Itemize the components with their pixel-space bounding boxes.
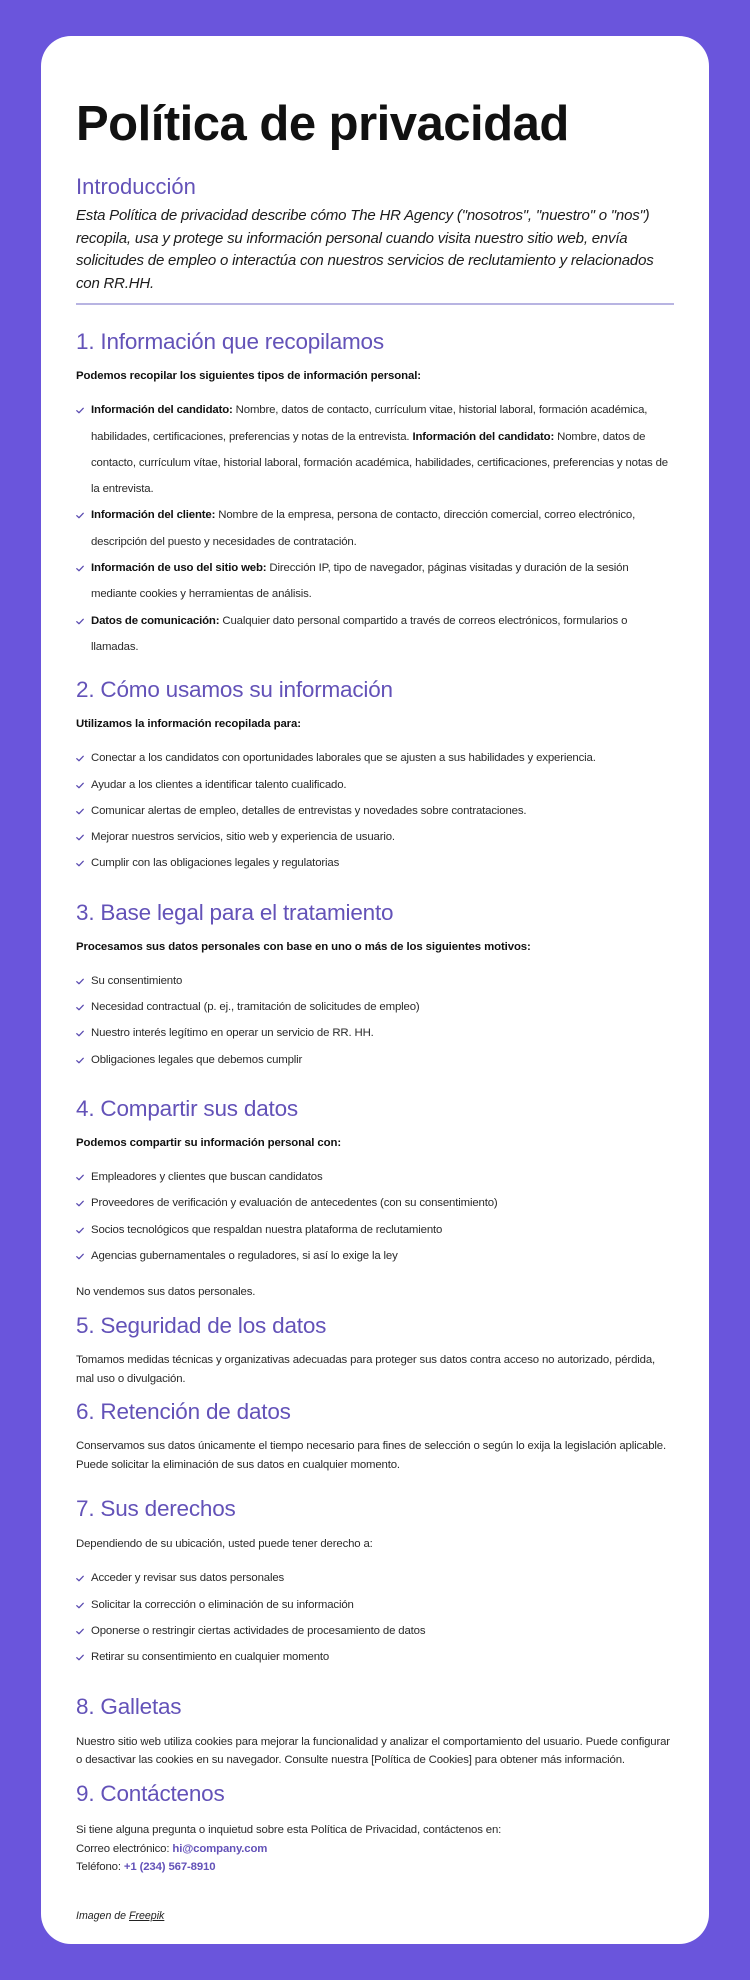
info-list [76,397,674,660]
section-heading: 4. Compartir sus datos [76,1095,298,1121]
item-text: Socios tecnológicos que respaldan nuestra plataforma de reclutamiento [91,1223,443,1236]
item-text: Su consentimiento [91,974,183,987]
list-item [76,1020,674,1046]
image-credit [76,1910,674,1922]
sharing-note: No vendemos sus datos personales. [76,1286,256,1299]
check-icon [76,1200,84,1207]
freepik-link[interactable]: Freepik [129,1910,165,1923]
section-text: Nuestro sitio web utiliza cookies para mejorar la funcionalidad y analizar el comportamiento del usuario. Puede configurar o desactivar las cookies en su navegador. Consulte nuestra [Política de Cookies] para obtener más información. [76,1735,670,1767]
section-text: Tomamos medidas técnicas y organizativas adecuadas para proteger sus datos contra acceso no autorizado, pérdida, mal uso o divulgación. [76,1353,656,1385]
check-icon [76,1174,84,1181]
list-item [76,745,674,771]
section-contact [76,1780,674,1877]
section-lead: Utilizamos la información recopilada para: [76,718,301,731]
page-title: Política de privacidad [76,97,569,151]
contact-intro: Si tiene alguna pregunta o inquietud sobre esta Política de Privacidad, contáctenos en: [76,1823,502,1836]
item-text: Cualquier dato personal compartido a través de correos electrónicos, formularios o llamadas. [91,614,628,653]
item-text: Acceder y revisar sus datos personales [91,1572,285,1585]
item-text: Agencias gubernamentales o reguladores, si así lo exige la ley [91,1249,398,1262]
item-text: Nombre, datos de contacto, currículum vítae, historial laboral, formación académica, habilidades, certificaciones, preferencias y notas de la entrevista. [91,430,668,496]
list-item [76,555,674,608]
policy-card [41,36,709,1944]
sharing-list [76,1164,674,1269]
section-security [76,1312,674,1388]
contact-email-line [76,1840,674,1859]
use-list [76,745,674,876]
check-icon [76,1004,84,1011]
divider [76,303,674,305]
list-item [76,608,674,661]
phone-link[interactable]: +1 (234) 567-8910 [123,1861,216,1874]
item-text: Retirar su consentimiento en cualquier momento [91,1651,330,1664]
section-lead: Procesamos sus datos personales con base en uno o más de los siguientes motivos: [76,940,531,953]
list-item [76,968,674,994]
item-text: Cumplir con las obligaciones legales y regulatorias [91,857,340,870]
list-item [76,824,674,850]
legal-list [76,968,674,1073]
item-text: Proveedores de verificación y evaluación de antecedentes (con su consentimiento) [91,1197,498,1210]
list-item [76,1565,674,1591]
email-label: Correo electrónico: [76,1842,173,1855]
item-text: Necesidad contractual (p. ej., tramitación de solicitudes de empleo) [91,1001,420,1014]
item-text: Nombre, datos de contacto, currículum vitae, historial laboral, formación académica, habilidades, certificaciones, preferencias y notas de la entrevista. [91,404,648,443]
item-text: Ayudar a los clientes a identificar talento cualificado. [91,778,347,791]
section-heading: 6. Retención de datos [76,1399,291,1425]
list-item [76,1243,674,1269]
item-text: Dirección IP, tipo de navegador, páginas visitadas y duración de la sesión mediante cookies y herramientas de análisis. [91,562,629,601]
list-item [76,1047,674,1073]
section-retention [76,1398,674,1474]
list-item [76,1217,674,1243]
list-item [76,994,674,1020]
check-icon [76,1227,84,1234]
section-heading: 5. Seguridad de los datos [76,1312,327,1338]
section-rights [76,1495,674,1671]
item-text: Obligaciones legales que debemos cumplir [91,1053,303,1066]
item-text: Nombre de la empresa, persona de contacto, dirección comercial, correo electrónico, descripción del puesto y necesidades de contratación. [91,509,636,548]
credit-prefix: Imagen de [76,1910,130,1923]
section-text: Conservamos sus datos únicamente el tiempo necesario para fines de selección o según lo exija la legislación aplicable. Puede solicitar la eliminación de sus datos en cualquier momento. [76,1440,666,1471]
section-how-we-use [76,676,674,876]
list-item [76,1644,674,1670]
list-item [76,1592,674,1618]
section-sharing [76,1095,674,1302]
list-item [76,502,674,555]
intro-text: Esta Política de privacidad describe cómo The HR Agency ("nosotros", "nuestro" o "nos") recopila, usa y protege su información personal cuando visita nuestro sitio web, envía solicitudes de empleo o interactúa con nuestros servicios de reclutamiento y relacionados con RR.HH. [76,207,654,292]
section-heading: 8. Galletas [76,1693,182,1719]
check-icon [76,618,84,625]
section-heading: 1. Información que recopilamos [76,329,384,355]
item-text: Mejorar nuestros servicios, sitio web y experiencia de usuario. [91,831,395,844]
section-lead: Dependiendo de su ubicación, usted puede tener derecho a: [76,1537,373,1550]
check-icon [76,512,84,519]
check-icon [76,1602,84,1609]
check-icon [76,1654,84,1661]
item-label: Información de uso del sitio web: [91,562,267,575]
check-icon [76,978,84,985]
check-icon [76,1253,84,1260]
item-label: Información del candidato: [91,404,233,417]
check-icon [76,755,84,762]
section-legal-basis [76,899,674,1073]
check-icon [76,808,84,815]
phone-label: Teléfono: [76,1861,124,1874]
list-item [76,397,674,502]
check-icon [76,1057,84,1064]
section-lead: Podemos compartir su información personal con: [76,1136,342,1149]
section-heading: 2. Cómo usamos su información [76,677,393,703]
list-item [76,1190,674,1216]
list-item [76,1164,674,1190]
check-icon [76,860,84,867]
check-icon [76,1575,84,1582]
intro-heading: Introducción [76,173,196,199]
contact-phone-line [76,1858,674,1877]
check-icon [76,1628,84,1635]
email-link[interactable]: hi@company.com [172,1842,268,1855]
item-label: Información del candidato: [412,430,555,443]
section-heading: 3. Base legal para el tratamiento [76,899,394,925]
list-item [76,772,674,798]
item-text: Empleadores y clientes que buscan candidatos [91,1170,323,1183]
item-text: Nuestro interés legítimo en operar un servicio de RR. HH. [91,1027,374,1040]
list-item [76,798,674,824]
item-text: Conectar a los candidatos con oportunidades laborales que se ajusten a sus habilidades y experiencia. [91,752,596,765]
list-item [76,1618,674,1644]
section-cookies [76,1693,674,1770]
check-icon [76,782,84,789]
check-icon [76,407,84,414]
section-heading: 9. Contáctenos [76,1780,225,1806]
check-icon [76,1030,84,1037]
item-text: Solicitar la corrección o eliminación de su información [91,1598,354,1611]
item-label: Información del cliente: [91,509,216,522]
check-icon [76,834,84,841]
list-item [76,850,674,876]
rights-list [76,1565,674,1670]
item-text: Comunicar alertas de empleo, detalles de entrevistas y novedades sobre contrataciones. [91,804,527,817]
check-icon [76,565,84,572]
section-heading: 7. Sus derechos [76,1495,236,1521]
section-info-collected [76,328,674,660]
item-text: Oponerse o restringir ciertas actividades de procesamiento de datos [91,1624,426,1637]
section-lead: Podemos recopilar los siguientes tipos de información personal: [76,370,421,383]
item-label: Datos de comunicación: [91,614,220,627]
